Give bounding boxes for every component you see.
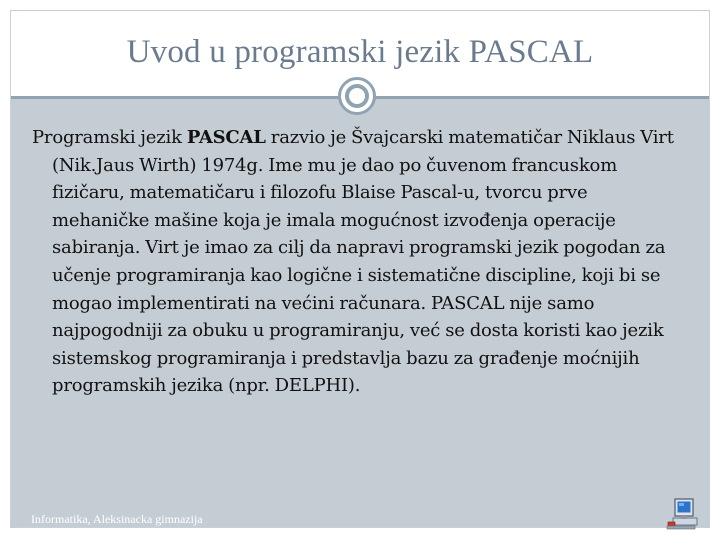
footer-text: Informatika, Aleksinacka gimnazija (31, 512, 203, 526)
ring-decoration-inner (345, 84, 369, 108)
body-intro: Programski jezik (32, 127, 187, 148)
body-paragraph (32, 124, 682, 400)
slide-title: Uvod u programski jezik PASCAL (126, 34, 594, 70)
body-text (32, 124, 682, 400)
body-bold-term: PASCAL (186, 127, 266, 148)
computer-icon (664, 496, 700, 530)
body-rest: razvio je Švajcarski matematičar Niklaus Virt (Nik.Jaus Wirth) 1974g. Ime mu je dao po čuvenom francuskom fizičaru, matematičaru i filozofu Blaise Pascal-u, tvorcu prve mehaničke mašine koja je imala mogućnost izvođenja operacije sabiranja. Virt je imao za cilj da napravi programski jezik pogodan za učenje programiranja kao logične i sistematične discipline, koji bi se mogao implementirati na većini računara. PASCAL nije samo najpogodniji za obuku u programiranju, već se dosta koristi kao jezik sistemskog programiranja i predstavlja bazu za građenje moćnijih programskih jezika (npr. DELPHI). (52, 127, 674, 397)
